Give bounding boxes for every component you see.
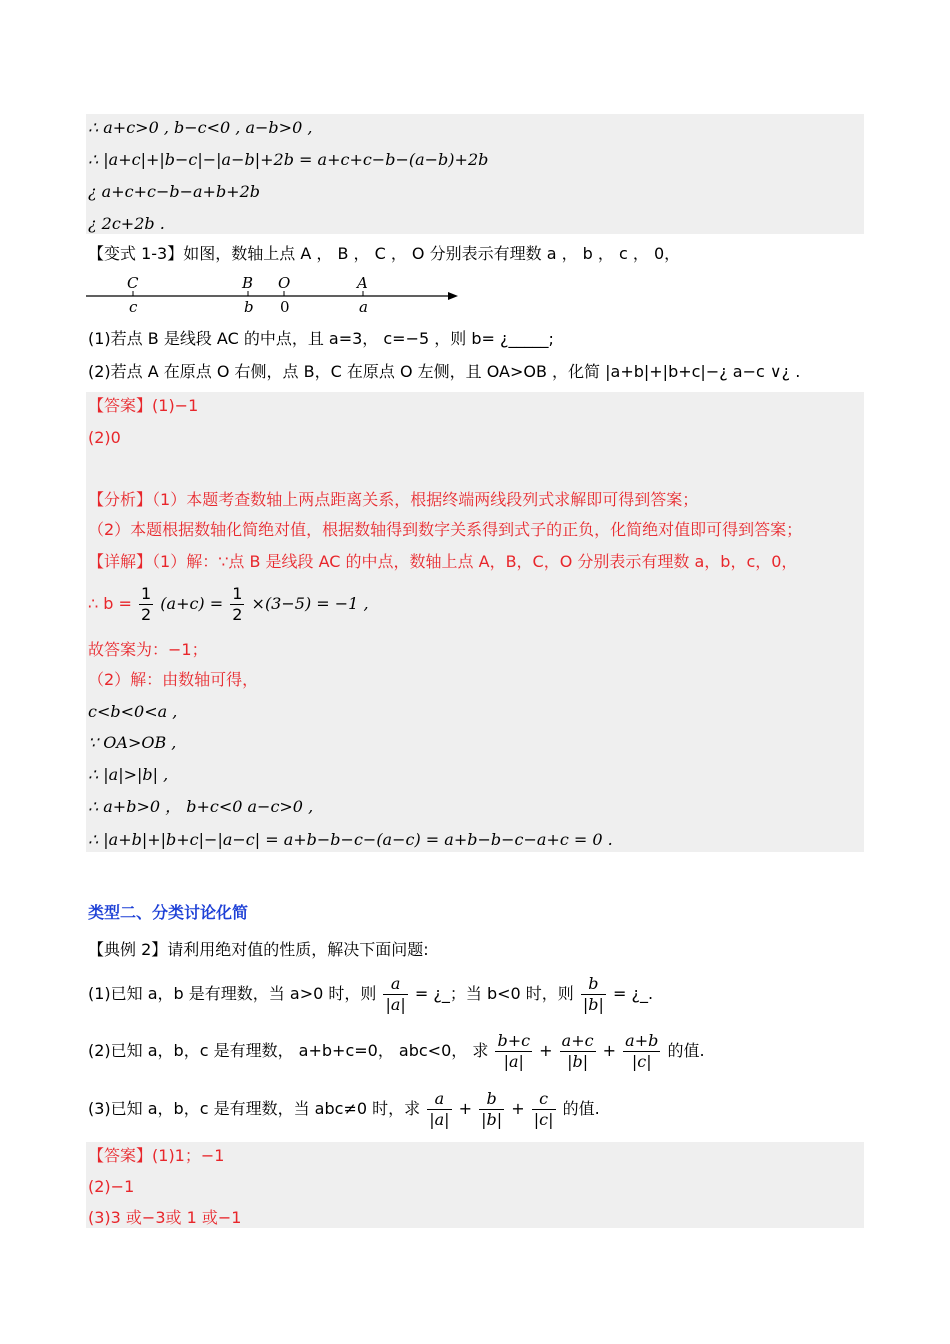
variant-tag: 【变式 1-3】 bbox=[88, 244, 184, 263]
variant-stem-text: 如图，数轴上点 A ， B ， C ， O 分别表示有理数 a ， b ， c ， 0， bbox=[183, 244, 681, 263]
answer-2-line-3: (3)3 或−3或 1 或−1 bbox=[88, 1208, 242, 1227]
solution-line-1: ∴ a+c>0 , b−c<0 , a−b>0 , bbox=[88, 118, 313, 137]
detail-line-1: 【详解】（1）解：∵点 B 是线段 AC 的中点，数轴上点 A，B，C，O 分别表示有理数 a，b，c，0， bbox=[88, 552, 798, 571]
number-line-arrow bbox=[448, 292, 458, 300]
label-C: C bbox=[127, 274, 139, 292]
answer-2-line-2: (2)−1 bbox=[88, 1177, 135, 1196]
example-question-3: (3)已知 a，b，c 是有理数，当 abc≠0 时，求 $\frac{a}{|a|}$ + $\frac{b}{|b|}$ + $\frac{c}{|c|}$ 的值. bbox=[88, 1089, 600, 1129]
example-question-2: (2)已知 a，b，c 是有理数， a+b+c=0， abc<0， 求 $\frac{b+c}{|a|}$ + $\frac{a+c}{|b|}$ + $\frac{a+b}{|c|}$ 的值. bbox=[88, 1031, 705, 1071]
detail-calculation: ∴ b = $\frac{1}{2}$ (a+c) = $\frac{1}{2}$ ×(3−5) = −1 , bbox=[88, 584, 369, 624]
example-2-stem: 【典例 2】请利用绝对值的性质，解决下面问题: bbox=[88, 940, 429, 959]
variant-question-1: (1)若点 B 是线段 AC 的中点，且 a=3， c=−5 ，则 b= ¿_____; bbox=[88, 329, 554, 348]
variant-1-3-stem bbox=[88, 242, 680, 266]
example-question-1: (1)已知 a，b 是有理数，当 a>0 时，则 $\frac{a}{|a|}$ = ¿_；当 b<0 时，则 $\frac{b}{|b|}$ = ¿_. bbox=[88, 974, 654, 1014]
solution-line-4: ¿ 2c+2b . bbox=[88, 214, 165, 233]
step-5: ∴ |a+b|+|b+c|−|a−c| = a+b−b−c−(a−c) = a+b−b−c−a+c = 0 . bbox=[88, 830, 613, 849]
step-1: c<b<0<a , bbox=[88, 702, 178, 721]
step-4: ∴ a+b>0 ， b+c<0 a−c>0 , bbox=[88, 797, 314, 816]
label-zero: 0 bbox=[280, 298, 290, 316]
variant-question-2: (2)若点 A 在原点 O 右侧，点 B，C 在原点 O 左侧，且 OA>OB ，化简 |a+b|+|b+c|−¿ a−c ∨¿ . bbox=[88, 362, 801, 381]
answer-1-line-2: (2)0 bbox=[88, 428, 121, 447]
answer-1-line-1: 【答案】(1)−1 bbox=[88, 396, 199, 415]
label-a: a bbox=[359, 298, 368, 316]
label-O: O bbox=[278, 274, 291, 292]
solution-line-3: ¿ a+c+c−b−a+b+2b bbox=[88, 182, 261, 201]
analysis-line-2: （2）本题根据数轴化简绝对值，根据数轴得到数字关系得到式子的正负，化简绝对值即可得到答案； bbox=[88, 520, 803, 539]
label-b: b bbox=[244, 298, 254, 316]
label-A: A bbox=[357, 274, 368, 292]
detail-conclusion: 故答案为：−1； bbox=[88, 640, 208, 659]
number-line-figure bbox=[86, 272, 466, 318]
label-B: B bbox=[242, 274, 254, 292]
answer-tag: 【答案】 bbox=[88, 396, 153, 415]
section-title: 类型二、分类讨论化简 bbox=[88, 903, 249, 922]
step-2: ∵ OA>OB , bbox=[88, 733, 177, 752]
detail-part-2: （2）解：由数轴可得， bbox=[88, 670, 259, 689]
label-c: c bbox=[129, 298, 138, 316]
step-3: ∴ |a|>|b| , bbox=[88, 765, 169, 784]
solution-line-2: ∴ |a+c|+|b−c|−|a−b|+2b = a+c+c−b−(a−b)+2b bbox=[88, 150, 489, 169]
answer-2-line-1: 【答案】(1)1；−1 bbox=[88, 1146, 225, 1165]
analysis-line-1: 【分析】（1）本题考查数轴上两点距离关系，根据终端两线段列式求解即可得到答案； bbox=[88, 490, 699, 509]
